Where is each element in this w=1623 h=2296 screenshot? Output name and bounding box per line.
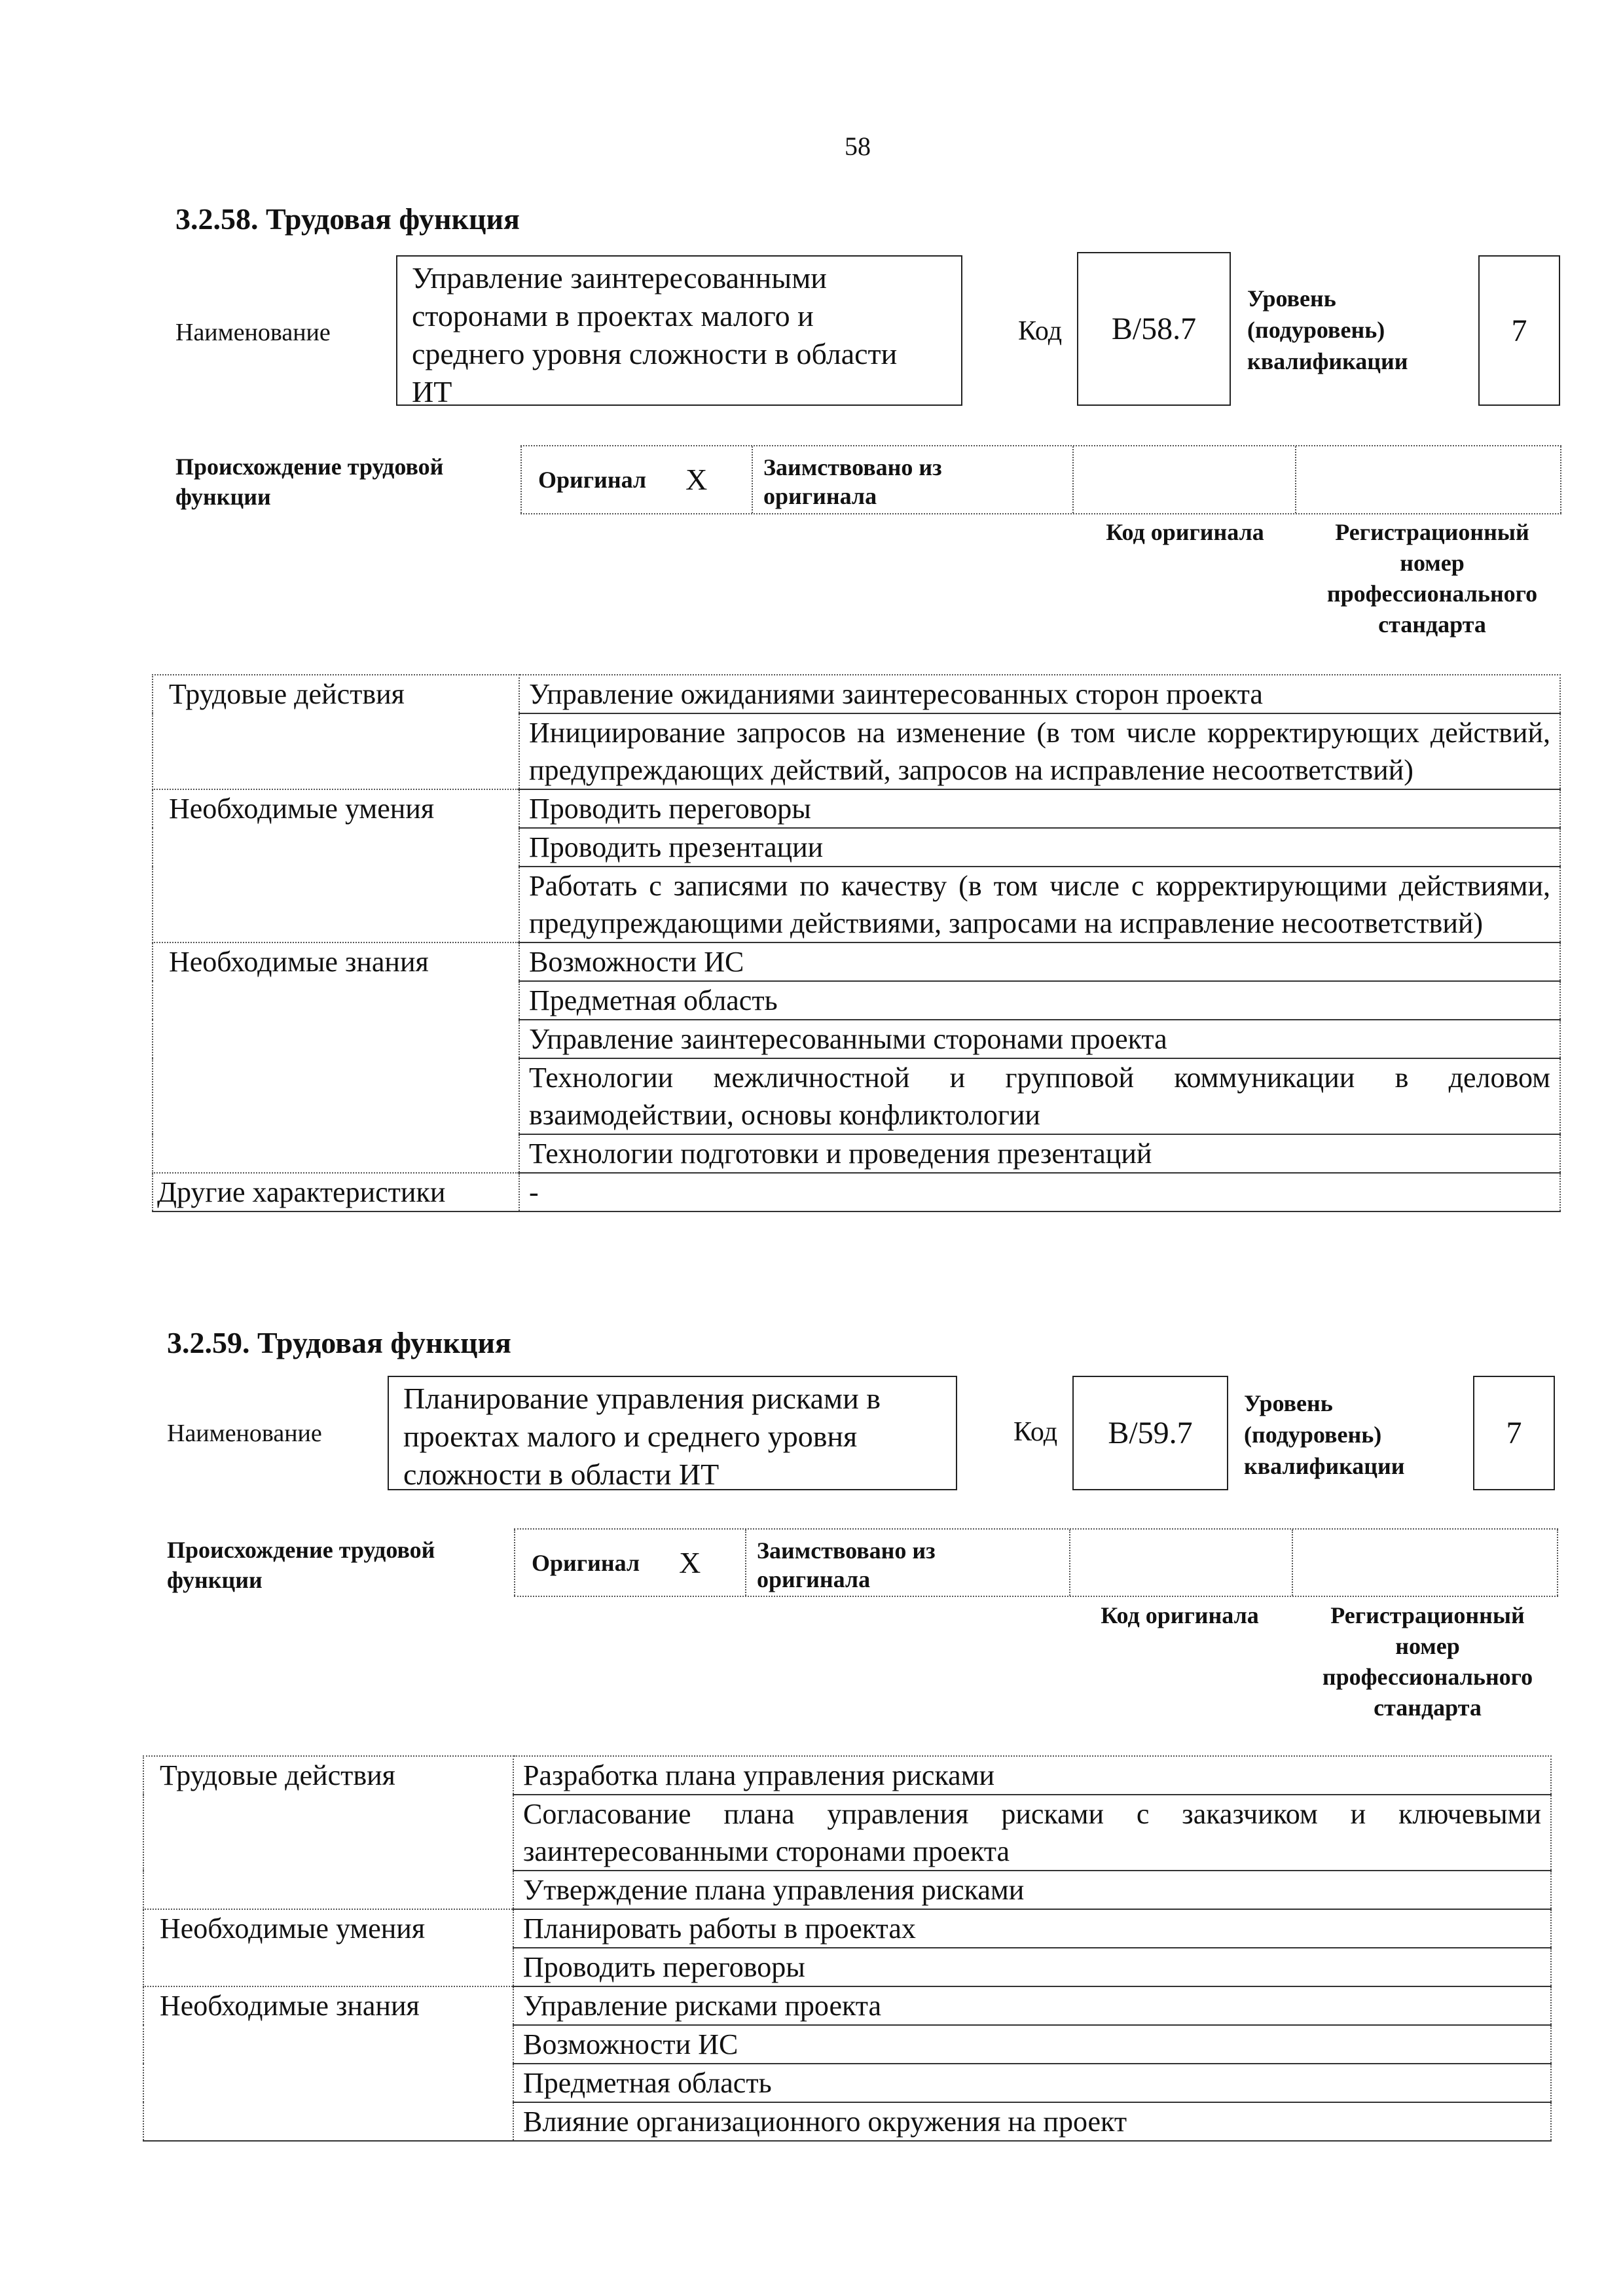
original-code-caption-59: Код оригинала — [1101, 1602, 1259, 1628]
group-item: Утверждение плана управления рисками — [513, 1871, 1551, 1909]
level-box-58 — [1478, 255, 1560, 406]
original-cell — [514, 1530, 746, 1596]
code-value-58: В/58.7 — [1111, 312, 1197, 346]
group-item: Управление ожиданиями заинтересованных сторон проекта — [519, 675, 1560, 713]
function-name-line: проектах малого и среднего уровня — [403, 1420, 858, 1453]
table-row — [153, 1173, 1560, 1211]
original-cell — [520, 446, 753, 513]
group-item: Управление рисками проекта — [513, 1986, 1551, 2025]
borrowed-label-line: Заимствовано из — [763, 454, 942, 480]
name-label-59: Наименование — [167, 1420, 322, 1447]
origin-row-58 — [520, 445, 1561, 514]
level-label-58 — [1247, 283, 1408, 377]
page-number: 58 — [845, 132, 871, 161]
group-item: Технологии подготовки и проведения презентаций — [519, 1134, 1560, 1173]
level-label-59 — [1244, 1388, 1405, 1482]
table-row — [143, 1909, 1551, 1948]
origin-label-line: функции — [175, 484, 271, 510]
caption-line: стандарта — [1378, 611, 1486, 637]
borrowed-cell — [746, 1530, 1070, 1596]
function-table-58 — [152, 674, 1561, 1212]
group-item: Предметная область — [519, 981, 1560, 1020]
group-item: Инициирование запросов на изменение (в том числе корректирующих действий, предупреждающих действий, запросов на исправление несоответствий) — [519, 713, 1560, 789]
origin-label-59 — [167, 1535, 435, 1595]
group-label: Необходимые знания — [153, 942, 519, 1173]
code-box-59 — [1072, 1376, 1228, 1490]
function-name-line: среднего уровня сложности в области — [412, 337, 898, 370]
origin-label-line: функции — [167, 1567, 263, 1593]
level-label-line: квалификации — [1247, 348, 1408, 374]
original-code-cell — [1074, 446, 1296, 513]
group-item: Планировать работы в проектах — [513, 1909, 1551, 1948]
caption-line: Регистрационный — [1335, 519, 1529, 545]
original-label: Оригинал — [538, 467, 647, 493]
origin-label-line: Происхождение трудовой — [167, 1537, 435, 1563]
origin-label-58 — [175, 452, 443, 512]
function-table-59 — [143, 1755, 1552, 2142]
original-mark: X — [679, 1545, 701, 1579]
table-row — [153, 675, 1560, 713]
code-box-58 — [1077, 252, 1231, 406]
level-box-59 — [1473, 1376, 1555, 1490]
level-label-line: квалификации — [1244, 1453, 1405, 1479]
group-item: Разработка плана управления рисками — [513, 1756, 1551, 1795]
function-name-line: сложности в области ИТ — [403, 1458, 720, 1491]
group-item: Возможности ИС — [513, 2025, 1551, 2064]
caption-line: профессионального — [1326, 581, 1538, 607]
section-title-59: 3.2.59. Трудовая функция — [167, 1326, 511, 1359]
level-label-line: Уровень — [1247, 285, 1336, 312]
code-value-59: В/59.7 — [1108, 1416, 1193, 1450]
section-title-58: 3.2.58. Трудовая функция — [175, 202, 520, 236]
original-code-cell — [1070, 1530, 1293, 1596]
caption-line: Регистрационный — [1330, 1602, 1525, 1628]
group-label: Необходимые умения — [143, 1909, 513, 1986]
group-label: Трудовые действия — [143, 1756, 513, 1909]
reg-number-caption-58 — [1300, 517, 1565, 640]
group-item: Работать с записями по качеству (в том числе с корректирующими действиями, предупреждающими действиями, запросами на исправление несоответствий) — [519, 867, 1560, 942]
function-name-line: ИТ — [412, 375, 452, 408]
group-item: Согласование плана управления рисками с заказчиком и ключевыми заинтересованными сторонами проекта — [513, 1795, 1551, 1871]
level-label-line: Уровень — [1244, 1390, 1333, 1416]
group-item: Возможности ИС — [519, 942, 1560, 981]
original-label: Оригинал — [532, 1549, 640, 1576]
caption-line: стандарта — [1374, 1695, 1482, 1721]
level-label-line: (подуровень) — [1244, 1422, 1382, 1448]
original-code-caption-58: Код оригинала — [1106, 519, 1264, 545]
borrowed-cell — [753, 446, 1074, 513]
group-item: Проводить переговоры — [519, 789, 1560, 828]
group-label: Необходимые знания — [143, 1986, 513, 2141]
name-label-58: Наименование — [175, 319, 331, 346]
table-row — [143, 1756, 1551, 1795]
function-name-line: сторонами в проектах малого и — [412, 299, 814, 332]
caption-line: номер — [1395, 1633, 1460, 1659]
borrowed-label-line: Заимствовано из — [757, 1537, 936, 1564]
function-name-line: Планирование управления рисками в — [403, 1382, 881, 1415]
caption-line: номер — [1400, 550, 1465, 576]
group-item: - — [519, 1173, 1560, 1211]
group-label: Другие характеристики — [153, 1173, 519, 1211]
group-item: Предметная область — [513, 2064, 1551, 2102]
code-label-58: Код — [1018, 316, 1063, 346]
origin-label-line: Происхождение трудовой — [175, 454, 444, 480]
caption-line: профессионального — [1322, 1664, 1533, 1690]
table-row — [153, 942, 1560, 981]
function-name-box-59 — [388, 1376, 957, 1490]
level-value-59: 7 — [1506, 1416, 1522, 1450]
original-mark: X — [685, 463, 708, 496]
level-label-line: (подуровень) — [1247, 317, 1385, 343]
table-row — [153, 789, 1560, 828]
group-item: Влияние организационного окружения на проект — [513, 2102, 1551, 2141]
level-value-58: 7 — [1511, 313, 1527, 348]
group-label: Необходимые умения — [153, 789, 519, 942]
group-item: Технологии межличностной и групповой коммуникации в деловом взаимодействии, основы конфликтологии — [519, 1058, 1560, 1134]
reg-number-cell — [1293, 1530, 1558, 1596]
reg-number-caption-59 — [1295, 1600, 1560, 1723]
reg-number-cell — [1296, 446, 1561, 513]
origin-row-59 — [514, 1528, 1558, 1597]
borrowed-label-line: оригинала — [763, 483, 877, 509]
function-name-box-58 — [396, 255, 962, 406]
code-label-59: Код — [1013, 1417, 1058, 1447]
table-row — [143, 1986, 1551, 2025]
group-item: Управление заинтересованными сторонами проекта — [519, 1020, 1560, 1058]
function-name-line: Управление заинтересованными — [412, 261, 827, 295]
borrowed-label-line: оригинала — [757, 1566, 871, 1592]
group-item: Проводить переговоры — [513, 1948, 1551, 1986]
group-label: Трудовые действия — [153, 675, 519, 789]
group-item: Проводить презентации — [519, 828, 1560, 867]
